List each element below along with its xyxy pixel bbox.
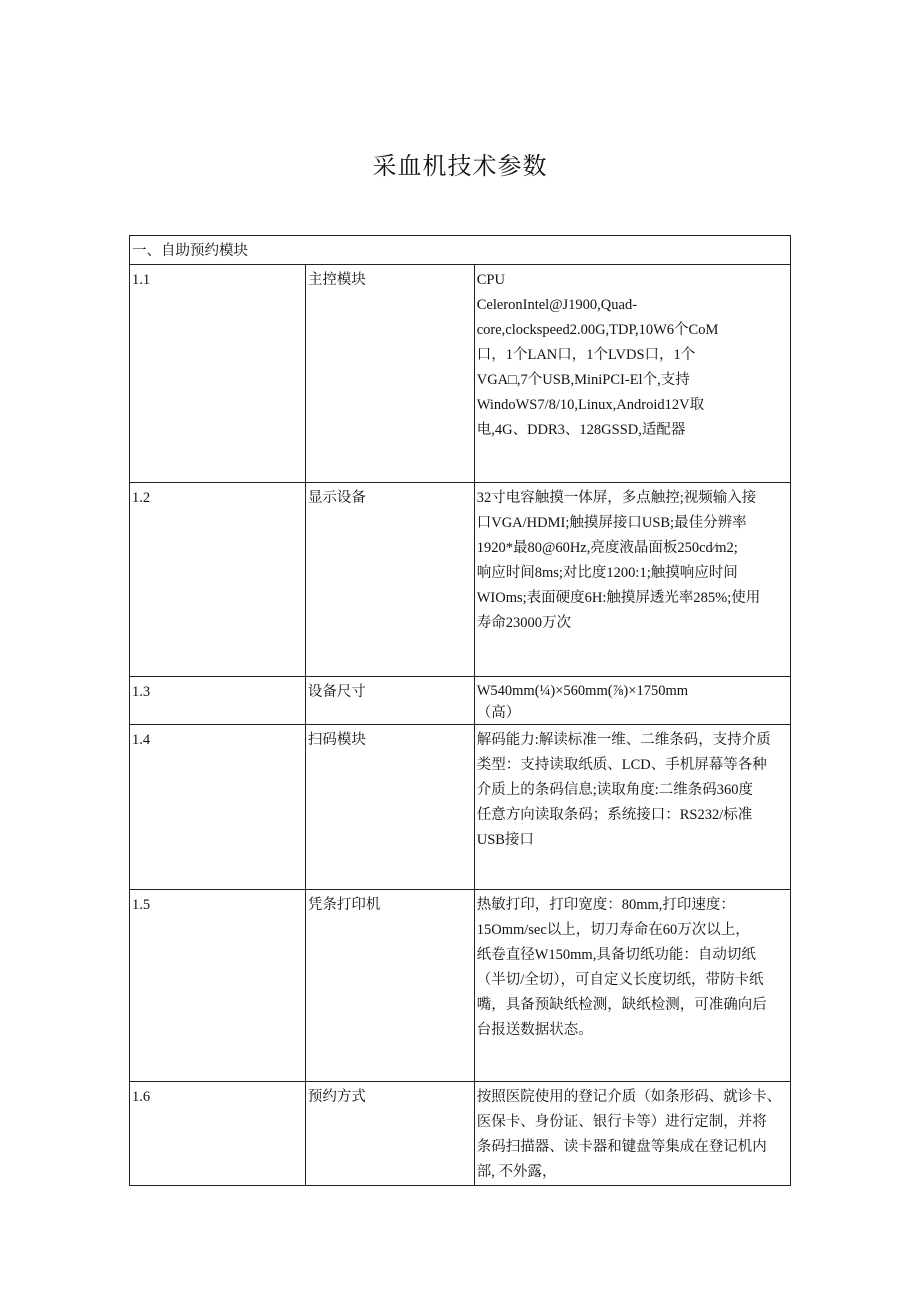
description-line: W540mm(¼)×560mm(⅞)×1750mm	[476, 683, 688, 699]
description-line: 热敏打印，打印宽度：80mm,打印速度：	[476, 897, 735, 913]
description-line: 解码能力:解读标准一维、二维条码，支持介质	[476, 732, 771, 748]
description-line: 任意方向读取条码；系统接口：RS232/标准	[476, 807, 753, 823]
description-line: 寿命23000万次	[476, 615, 571, 631]
row-number: 1.4	[130, 725, 306, 890]
spec-table	[129, 235, 791, 1186]
row-name: 凭条打印机	[305, 890, 474, 1082]
description-line: WIOms;表面硬度6H:触摸屏透光率285%;使用	[476, 590, 761, 606]
description-line: core,clockspeed2.00G,TDP,10W6个CoM	[476, 322, 719, 338]
row-name: 扫码模块	[305, 725, 474, 890]
description-line: 条码扫描器、读卡器和键盘等集成在登记机内	[476, 1139, 767, 1155]
table-row	[130, 265, 791, 483]
description-line: 1920*最80@60Hz,亮度液晶面板250cd∕m2;	[476, 540, 738, 556]
description-line: VGA□,7个USB,MiniPCI-El个,支持	[476, 372, 690, 388]
description-line: 按照医院使用的登记介质（如条形码、就诊卡、	[476, 1089, 782, 1105]
description-line: USB接口	[476, 832, 534, 848]
table-row	[130, 483, 791, 677]
description-line: 电,4G、DDR3、128GSSD,适配器	[476, 422, 686, 438]
section-header-row	[130, 236, 791, 265]
table-row	[130, 890, 791, 1082]
row-number: 1.5	[130, 890, 306, 1082]
description-line: 32寸电容触摸一体屏，多点触控;视频输入接	[476, 490, 757, 506]
description-line: 类型：支持读取纸质、LCD、手机屏幕等各种	[476, 757, 767, 773]
row-number: 1.3	[130, 677, 306, 725]
page-title: 采血机技术参数	[372, 154, 548, 180]
row-name: 设备尺寸	[305, 677, 474, 725]
description-line: 口，1个LAN口，1个LVDS口，1个	[476, 347, 696, 363]
description-line: 台报送数据状态。	[476, 1022, 593, 1038]
description-line: 响应时间8ms;对比度1200:1;触摸响应时间	[476, 565, 738, 581]
description-line: 15Omm/sec以上，切刀寿命在60万次以上，	[476, 922, 750, 938]
row-description	[474, 890, 790, 1082]
description-line: 口VGA/HDMI;触摸屏接口USB;最佳分辨率	[476, 515, 747, 531]
description-line: 介质上的条码信息;读取角度:二维条码360度	[476, 782, 754, 798]
description-line: 医保卡、身份证、银行卡等）进行定制，并将	[476, 1114, 767, 1130]
row-name: 显示设备	[305, 483, 474, 677]
description-line: 嘴，具备预缺纸检测，缺纸检测，可准确向后	[476, 997, 767, 1013]
row-description	[474, 725, 790, 890]
row-description	[474, 677, 790, 725]
row-description	[474, 1082, 790, 1186]
row-name: 主控模块	[305, 265, 474, 483]
section-header: 一、自助预约模块	[130, 236, 791, 265]
row-number: 1.2	[130, 483, 306, 677]
table-row	[130, 1082, 791, 1186]
row-name: 预约方式	[305, 1082, 474, 1186]
description-line: 部, 不外露，	[476, 1164, 557, 1180]
description-line: （高）	[476, 705, 521, 721]
description-line: （半切/全切），可自定义长度切纸，带防卡纸	[476, 972, 764, 988]
description-line: 纸卷直径W150mm,具备切纸功能：自动切纸	[476, 947, 756, 963]
description-line: CeleronIntel@J1900,Quad-	[476, 297, 638, 313]
description-line: CPU	[476, 272, 505, 288]
table-row	[130, 725, 791, 890]
row-number: 1.6	[130, 1082, 306, 1186]
row-number: 1.1	[130, 265, 306, 483]
row-description	[474, 483, 790, 677]
row-description	[474, 265, 790, 483]
description-line: WindoWS7/8/10,Linux,Android12V取	[476, 397, 705, 413]
table-row	[130, 677, 791, 725]
